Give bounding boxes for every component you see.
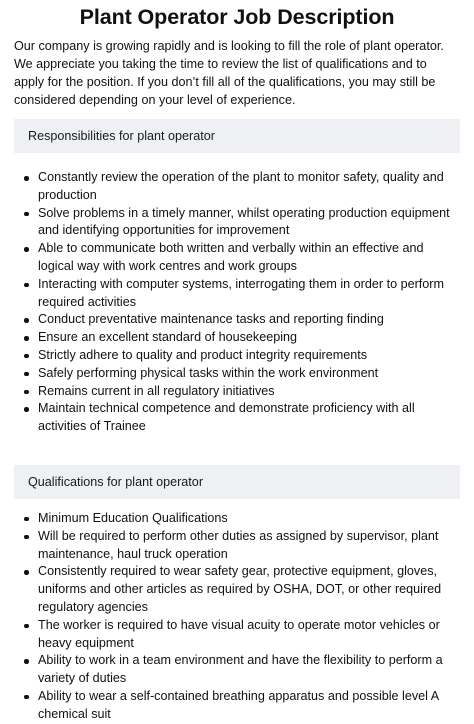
intro-paragraph: Our company is growing rapidly and is looking to fill the role of plant operator. We appreciate you taking the time to review the list of qualifications and to apply for the position. If you don’t fill all of the qualifications, you may still be considered depending on your level of experience. (14, 39, 444, 107)
list-item: Remains current in all regulatory initiatives (14, 383, 460, 401)
list-item: Safely performing physical tasks within the work environment (14, 365, 460, 383)
list-item: Constantly review the operation of the plant to monitor safety, quality and production (14, 169, 460, 205)
list-item: Consistently required to wear safety gear, protective equipment, gloves, uniforms and other articles as required by OSHA, DOT, or other required regulatory agencies (14, 563, 460, 616)
list-item: Strictly adhere to quality and product integrity requirements (14, 347, 460, 365)
list-item: Conduct preventative maintenance tasks and reporting finding (14, 311, 460, 329)
list-item: The worker is required to have visual acuity to operate motor vehicles or heavy equipment (14, 617, 460, 653)
list-item: Ability to wear a self-contained breathing apparatus and possible level A chemical suit (14, 688, 460, 724)
responsibilities-heading: Responsibilities for plant operator (14, 119, 460, 153)
list-item: Interacting with computer systems, interrogating them in order to perform required activities (14, 276, 460, 312)
list-item: Solve problems in a timely manner, whilst operating production equipment and identifying opportunities for improvement (14, 205, 460, 241)
page-title: Plant Operator Job Description (79, 5, 395, 29)
list-item: Maintain technical competence and demonstrate proficiency with all activities of Trainee (14, 400, 460, 436)
qualifications-list (14, 510, 460, 724)
list-item: Ability to work in a team environment and have the flexibility to perform a variety of duties (14, 652, 460, 688)
qualifications-heading: Qualifications for plant operator (14, 465, 460, 499)
list-item: Able to communicate both written and verbally within an effective and logical way with work centres and work groups (14, 240, 460, 276)
responsibilities-list (14, 169, 460, 436)
list-item: Will be required to perform other duties as assigned by supervisor, plant maintenance, haul truck operation (14, 528, 460, 564)
list-item: Minimum Education Qualifications (14, 510, 460, 528)
list-item: Ensure an excellent standard of housekeeping (14, 329, 460, 347)
